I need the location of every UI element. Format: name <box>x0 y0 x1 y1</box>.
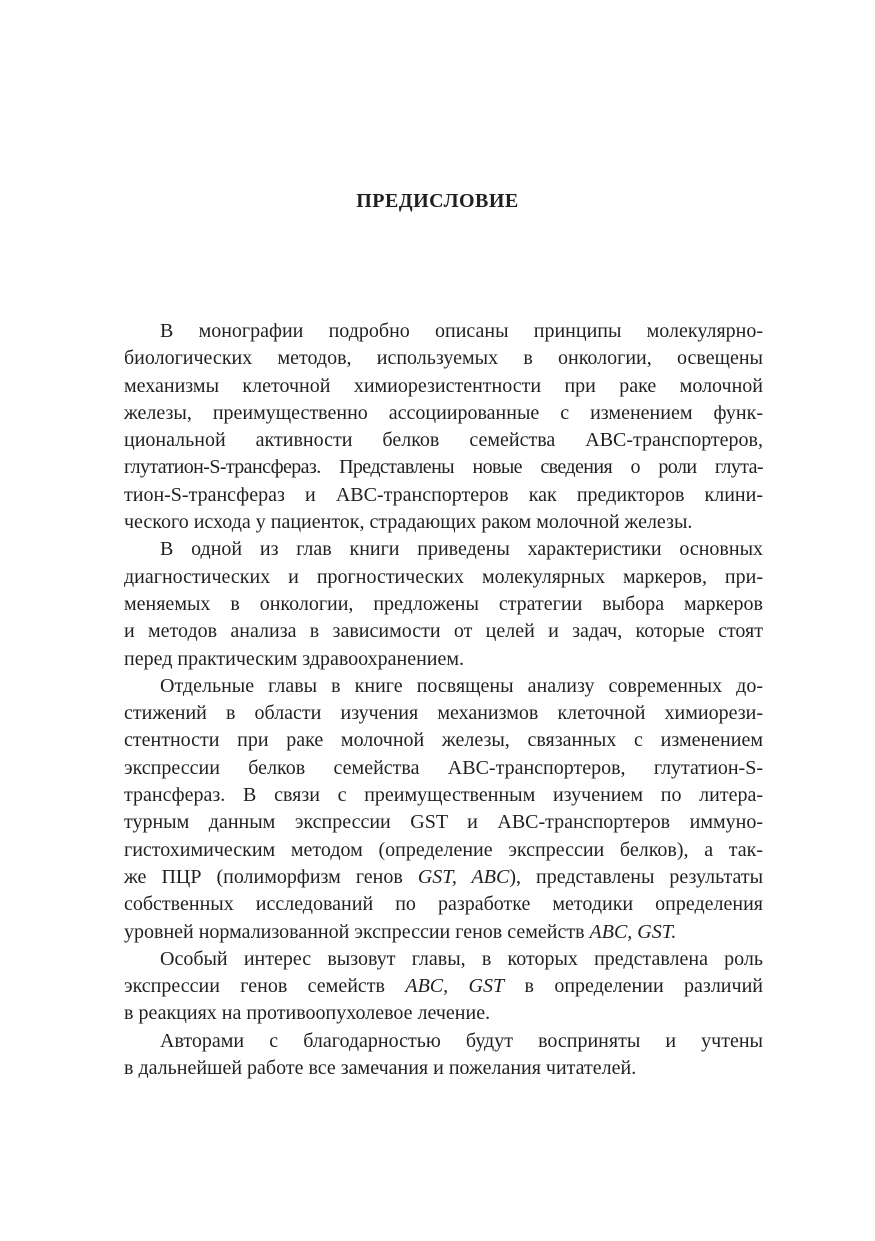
text-line: стентности при раке молочной железы, связанных с изменением <box>124 729 763 752</box>
text-run: уровней нормализованной экспрессии генов семейств <box>124 920 590 943</box>
text-line: меняемых в онкологии, предложены стратегии выбора маркеров <box>124 592 763 615</box>
text-line: в дальнейшей работе все замечания и пожелания читателей. <box>124 1057 637 1080</box>
text-line: железы, преимущественно ассоциированные с изменением функ- <box>124 401 763 424</box>
text-line: экспрессии белков семейства АВС-транспортеров, глутатион-S- <box>124 756 763 779</box>
text-line: биологических методов, используемых в онкологии, освещены <box>124 347 763 370</box>
text-line: перед практическим здравоохранением. <box>124 647 465 670</box>
paragraph-1 <box>124 318 763 536</box>
page-title: ПРЕДИСЛОВИЕ <box>356 190 519 212</box>
italic-gene-names: ABC, GST <box>405 975 505 998</box>
paragraph-2 <box>124 536 763 672</box>
text-run: ), представлены результаты <box>509 865 764 888</box>
text-line: ческого исхода у пациенток, страдающих раком молочной железы. <box>124 511 693 534</box>
text-line: в реакциях на противоопухолевое лечение. <box>124 1002 491 1025</box>
text-line: Авторами с благодарностью будут восприняты и учтены <box>160 1029 763 1052</box>
text-line: механизмы клеточной химиорезистентности при раке молочной <box>124 374 763 397</box>
italic-gene-names: ABC, GST. <box>589 920 677 943</box>
italic-gene-names: GST, ABC <box>417 865 510 888</box>
text-line: тион-S-трансфераз и АВС-транспортеров как предикторов клини- <box>124 483 763 506</box>
text-line: Особый интерес вызовут главы, в которых представлена роль <box>160 947 763 970</box>
text-line: В монографии подробно описаны принципы молекулярно- <box>160 320 763 342</box>
preface-body <box>124 318 763 1082</box>
text-run: же ПЦР (полиморфизм генов <box>124 865 418 888</box>
text-run: экспрессии генов семейств <box>124 975 406 998</box>
text-line: турным данным экспрессии GST и АВС-транспортеров иммуно- <box>124 811 763 834</box>
text-run: в определении различий <box>504 975 763 998</box>
text-line: трансфераз. В связи с преимущественным изучением по литера- <box>124 784 763 807</box>
paragraph-5 <box>124 1028 763 1083</box>
text-line <box>124 864 763 891</box>
text-line: диагностических и прогностических молекулярных маркеров, при- <box>124 565 763 588</box>
text-line: циональной активности белков семейства АВС-транспортеров, <box>124 429 763 452</box>
text-line <box>124 973 763 1000</box>
text-line: собственных исследований по разработке методики определения <box>124 893 763 916</box>
text-line: стижений в области изучения механизмов клеточной химиорези- <box>124 702 763 725</box>
text-line: глутатион-S-трансфераз. Представлены новые сведения о роли глута- <box>124 456 763 479</box>
text-line: Отдельные главы в книге посвящены анализу современных до- <box>160 674 763 697</box>
text-line: и методов анализа в зависимости от целей и задач, которые стоят <box>124 620 763 643</box>
text-line <box>124 919 763 946</box>
text-line: гистохимическим методом (определение экспрессии белков), а так- <box>124 838 763 861</box>
paragraph-4 <box>124 946 763 1028</box>
paragraph-3 <box>124 673 763 946</box>
text-line: В одной из глав книги приведены характеристики основных <box>160 538 763 561</box>
